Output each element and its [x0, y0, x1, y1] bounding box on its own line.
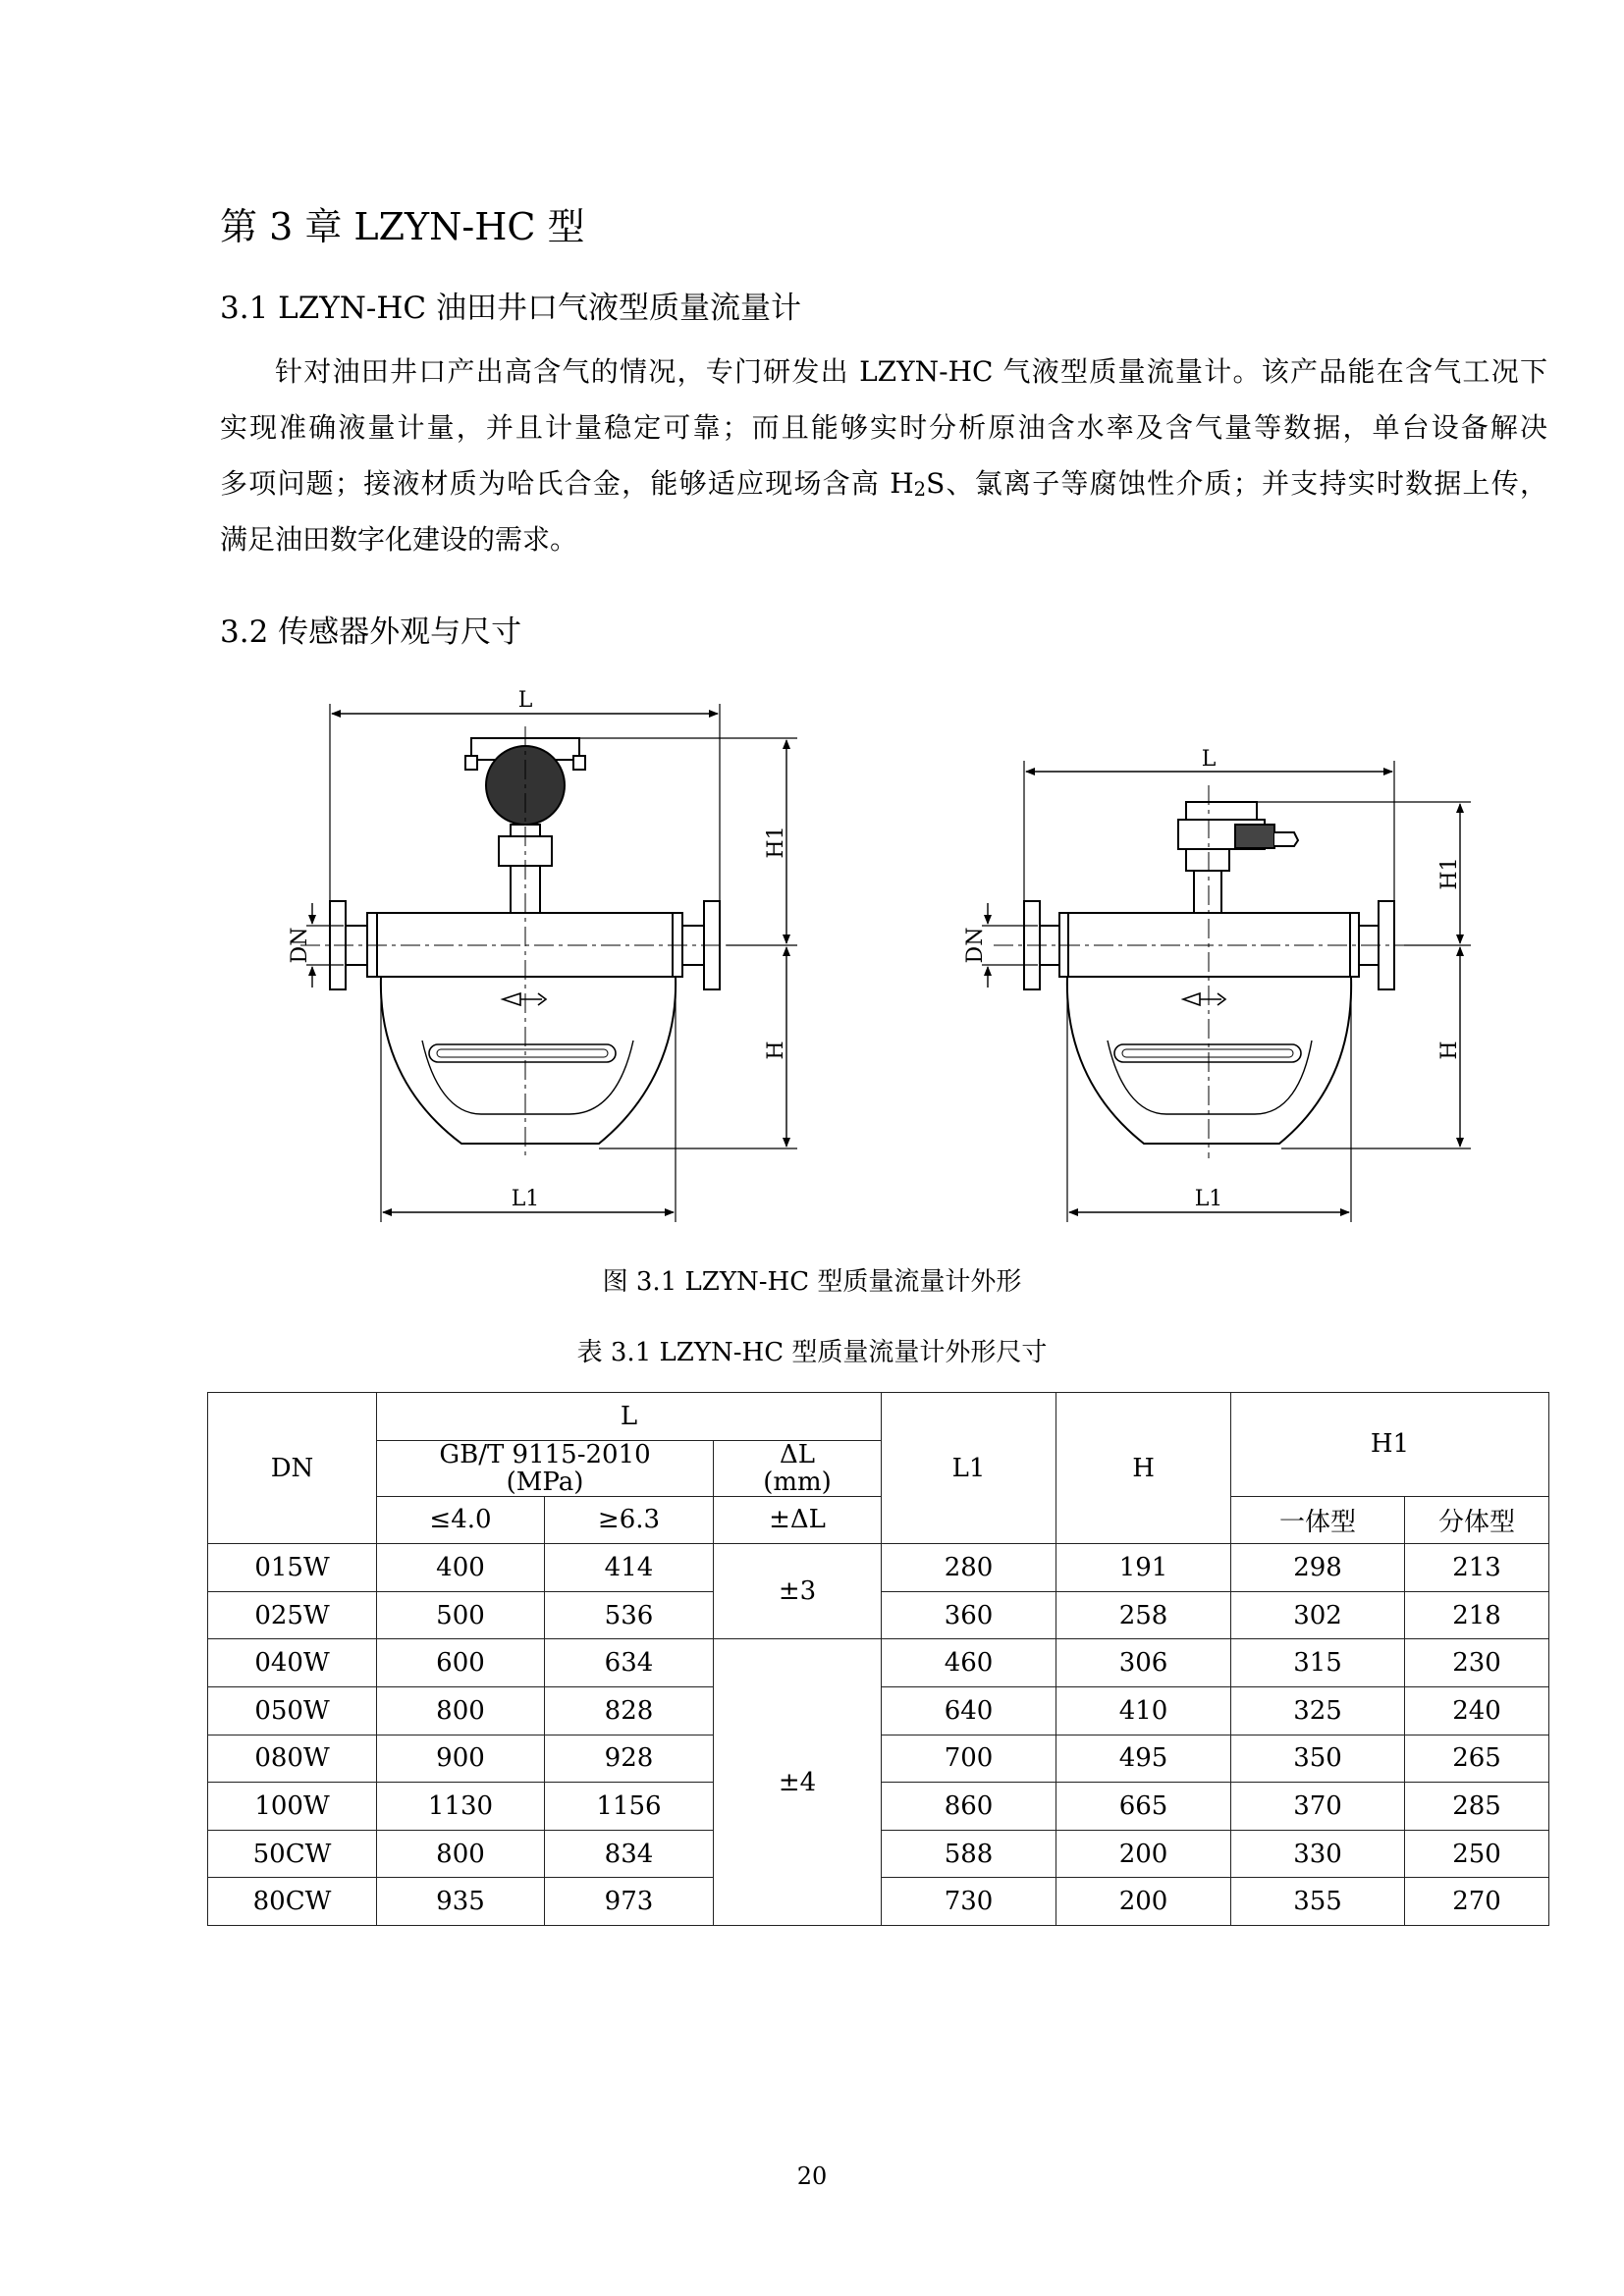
- label-DN: DN: [963, 927, 988, 964]
- page-number: 20: [796, 2163, 828, 2190]
- header-delta-l-line2: (mm): [763, 1467, 832, 1497]
- cell-h: 191: [1056, 1544, 1231, 1592]
- header-split-type: 分体型: [1405, 1496, 1549, 1544]
- header-delta-l: [714, 1440, 882, 1496]
- cell-ge: 928: [545, 1735, 714, 1783]
- cell-ge: 828: [545, 1686, 714, 1735]
- header-gb-line1: GB/T 9115-2010: [439, 1439, 651, 1469]
- cell-le: 900: [377, 1735, 545, 1783]
- cell-h1-integrated: 355: [1231, 1878, 1405, 1926]
- cell-h: 200: [1056, 1878, 1231, 1926]
- cell-h1-integrated: 370: [1231, 1783, 1405, 1831]
- cell-l1: 700: [882, 1735, 1056, 1783]
- intro-line-1: 针对油田井口产出高含气的情况，专门研发出 LZYN-HC 气液型质量流量计。该产品能在含气工况下: [275, 355, 1547, 388]
- table-row: [208, 1639, 1549, 1687]
- header-delta-l-line1: ΔL: [779, 1439, 816, 1469]
- cell-le: 400: [377, 1544, 545, 1592]
- header-h1: H1: [1231, 1393, 1549, 1497]
- dimensions-table: [207, 1392, 1549, 1926]
- label-L: L: [1201, 747, 1217, 772]
- cell-dn: 015W: [208, 1544, 377, 1592]
- cell-dn: 040W: [208, 1639, 377, 1687]
- cell-h1-split: 270: [1405, 1878, 1549, 1926]
- cell-h: 410: [1056, 1686, 1231, 1735]
- intro-line-3-after: S、氯离子等腐蚀性介质；并支持实时数据上传，: [926, 467, 1547, 500]
- intro-line-3-before: 多项问题；接液材质为哈氏合金，能够适应现场含高 H: [220, 467, 914, 500]
- header-l1: L1: [882, 1393, 1056, 1544]
- cell-h: 665: [1056, 1783, 1231, 1831]
- cell-ge: 973: [545, 1878, 714, 1926]
- chapter-title: 第 3 章 LZYN-HC 型: [220, 205, 585, 248]
- header-integrated-type: 一体型: [1231, 1496, 1405, 1544]
- cell-h1-integrated: 325: [1231, 1686, 1405, 1735]
- integrated-type-drawing: [300, 704, 797, 1222]
- cell-h: 258: [1056, 1591, 1231, 1639]
- label-L1: L1: [1194, 1187, 1223, 1211]
- header-dn: DN: [208, 1393, 377, 1544]
- cell-h: 200: [1056, 1830, 1231, 1878]
- header-le-4-0: ≤4.0: [377, 1496, 545, 1544]
- cell-h1-split: 265: [1405, 1735, 1549, 1783]
- cell-le: 800: [377, 1830, 545, 1878]
- cell-l1: 860: [882, 1783, 1056, 1831]
- cell-l1: 640: [882, 1686, 1056, 1735]
- label-L1: L1: [511, 1187, 540, 1211]
- cell-le: 600: [377, 1639, 545, 1687]
- cell-ge: 536: [545, 1591, 714, 1639]
- cell-dn: 80CW: [208, 1878, 377, 1926]
- table-row: [208, 1544, 1549, 1592]
- figure-caption: 图 3.1 LZYN-HC 型质量流量计外形: [602, 1267, 1022, 1297]
- cell-h1-split: 285: [1405, 1783, 1549, 1831]
- intro-line-3-subscript: 2: [913, 477, 927, 501]
- table-caption: 表 3.1 LZYN-HC 型质量流量计外形尺寸: [576, 1338, 1048, 1367]
- cell-tolerance: ±3: [714, 1544, 882, 1639]
- label-H1: H1: [764, 826, 788, 859]
- split-type-drawing: [982, 761, 1471, 1222]
- header-ge-6-3: ≥6.3: [545, 1496, 714, 1544]
- cell-tolerance: ±4: [714, 1639, 882, 1926]
- cell-l1: 280: [882, 1544, 1056, 1592]
- flowmeter-drawings: [0, 677, 1624, 1247]
- header-h: H: [1056, 1393, 1231, 1544]
- cell-dn: 025W: [208, 1591, 377, 1639]
- cell-h1-integrated: 302: [1231, 1591, 1405, 1639]
- cell-le: 1130: [377, 1783, 545, 1831]
- cell-dn: 080W: [208, 1735, 377, 1783]
- cell-h1-split: 250: [1405, 1830, 1549, 1878]
- cell-h: 495: [1056, 1735, 1231, 1783]
- label-H: H: [764, 1041, 788, 1060]
- cell-l1: 588: [882, 1830, 1056, 1878]
- label-H1: H1: [1437, 857, 1462, 890]
- intro-line-3: [220, 455, 1547, 511]
- cell-h1-integrated: 298: [1231, 1544, 1405, 1592]
- cell-h1-split: 240: [1405, 1686, 1549, 1735]
- cell-l1: 730: [882, 1878, 1056, 1926]
- cell-h1-integrated: 350: [1231, 1735, 1405, 1783]
- cell-ge: 414: [545, 1544, 714, 1592]
- header-l: L: [377, 1393, 882, 1441]
- cell-h1-split: 230: [1405, 1639, 1549, 1687]
- cell-l1: 460: [882, 1639, 1056, 1687]
- section-heading-3-1: 3.1 LZYN-HC 油田井口气液型质量流量计: [220, 291, 801, 326]
- cell-dn: 100W: [208, 1783, 377, 1831]
- label-DN: DN: [288, 927, 312, 964]
- cell-dn: 50CW: [208, 1830, 377, 1878]
- header-gb-standard: [377, 1440, 714, 1496]
- cell-le: 935: [377, 1878, 545, 1926]
- cell-le: 800: [377, 1686, 545, 1735]
- cell-h1-integrated: 315: [1231, 1639, 1405, 1687]
- intro-paragraph: [220, 344, 1547, 567]
- cell-ge: 1156: [545, 1783, 714, 1831]
- cell-dn: 050W: [208, 1686, 377, 1735]
- intro-line-4: 满足油田数字化建设的需求。: [220, 523, 578, 556]
- header-gb-line2: (MPa): [506, 1467, 584, 1497]
- cell-le: 500: [377, 1591, 545, 1639]
- cell-h1-split: 218: [1405, 1591, 1549, 1639]
- cell-h1-integrated: 330: [1231, 1830, 1405, 1878]
- cell-ge: 834: [545, 1830, 714, 1878]
- cell-l1: 360: [882, 1591, 1056, 1639]
- cell-ge: 634: [545, 1639, 714, 1687]
- intro-line-2: 实现准确液量计量，并且计量稳定可靠；而且能够实时分析原油含水率及含气量等数据，单台设备解决: [220, 411, 1547, 444]
- header-pm-delta-l: ±ΔL: [714, 1496, 882, 1544]
- cell-h1-split: 213: [1405, 1544, 1549, 1592]
- label-H: H: [1437, 1041, 1462, 1060]
- cell-h: 306: [1056, 1639, 1231, 1687]
- section-heading-3-2: 3.2 传感器外观与尺寸: [220, 614, 522, 650]
- label-L: L: [517, 688, 533, 713]
